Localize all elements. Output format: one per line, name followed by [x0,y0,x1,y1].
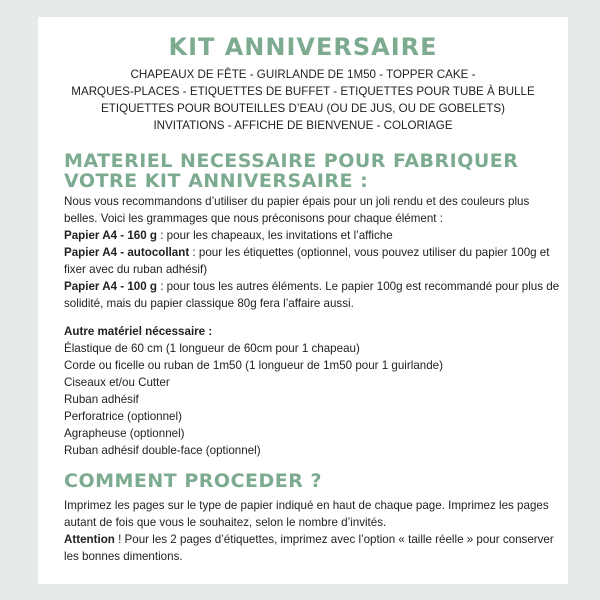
document-page [38,17,568,584]
kit-contents-line: CHAPEAUX DE FÊTE - GUIRLANDE DE 1M50 - TOPPER CAKE - [130,68,476,81]
paper-item-text: : pour les étiquettes (optionnel, vous pouvez utiliser du papier 100g et fixer avec du ruban adhésif) [64,246,550,276]
paper-item-label: Papier A4 - 160 g [64,229,158,242]
paper-item [64,244,564,278]
list-item: Ruban adhésif [64,393,139,406]
paper-item [64,278,564,312]
materials-section [64,193,564,312]
attention-text: ! Pour les 2 pages d’étiquettes, imprimez avec l’option « taille réelle » pour conserver les bonnes dimentions. [64,533,554,563]
materials-intro: Nous vous recommandons d’utiliser du papier épais pour un joli rendu et des couleurs plus belles. Voici les grammages que nous préconisons pour chaque élément : [64,195,530,225]
procedure-section [64,497,564,565]
materials-heading-line: VOTRE KIT ANNIVERSAIRE : [64,170,369,192]
paper-item-label: Papier A4 - autocollant [64,246,190,259]
list-item: Ruban adhésif double-face (optionnel) [64,444,261,457]
list-item: Perforatrice (optionnel) [64,410,182,423]
paper-item-text: : pour tous les autres éléments. Le papier 100g est recommandé pour plus de solidité, mais du papier classique 80g fera l’affaire aussi. [64,280,560,310]
document-title: KIT ANNIVERSAIRE [168,33,438,61]
kit-contents-line: INVITATIONS - AFFICHE DE BIENVENUE - COLORIAGE [153,119,453,132]
other-materials-heading-text: Autre matériel nécessaire : [64,325,213,338]
procedure-paragraph: Imprimez les pages sur le type de papier indiqué en haut de chaque page. Imprimez les pages autant de fois que vous le souhaitez, selon le nombre d’invités. [64,499,549,529]
list-item: Agrapheuse (optionnel) [64,427,185,440]
paper-item-text: : pour les chapeaux, les invitations et l’affiche [157,229,393,242]
paper-item [64,227,564,244]
list-item: Ciseaux et/ou Cutter [64,376,170,389]
other-materials-section [64,323,564,459]
list-item: Corde ou ficelle ou ruban de 1m50 (1 longueur de 1m50 pour 1 guirlande) [64,359,443,372]
paper-item-label: Papier A4 - 100 g [64,280,158,293]
kit-contents-line: MARQUES-PLACES - ETIQUETTES DE BUFFET - ETIQUETTES POUR TUBE À BULLE [71,85,535,98]
kit-contents-line: ETIQUETTES POUR BOUTEILLES D’EAU (OU DE JUS, OU DE GOBELETS) [101,102,505,115]
materials-heading [64,151,518,191]
procedure-heading: COMMENT PROCEDER ? [64,470,323,492]
attention-note [64,531,564,565]
other-materials-heading [64,323,564,340]
list-item: Élastique de 60 cm (1 longueur de 60cm pour 1 chapeau) [64,342,360,355]
attention-label: Attention [64,533,115,546]
kit-contents-list [38,66,568,134]
materials-heading-line: MATERIEL NECESSAIRE POUR FABRIQUER [64,150,519,172]
